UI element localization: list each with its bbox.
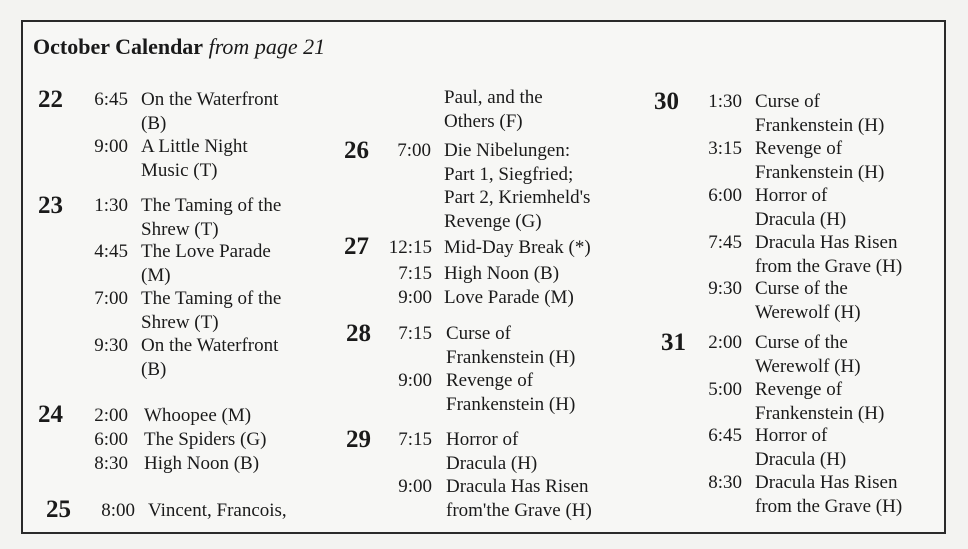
- showing-time: 3:15: [708, 138, 742, 159]
- showing-title-line: Frankenstein (H): [446, 346, 576, 368]
- showing-time: 7:15: [398, 429, 432, 450]
- calendar-heading: [33, 34, 325, 60]
- showing-title-line: (M): [141, 264, 171, 286]
- showing-title-line: Revenge of: [446, 370, 534, 391]
- showing-title-line: Frankenstein (H): [446, 393, 576, 415]
- showing-time: 7:00: [397, 140, 431, 161]
- showing-time: 6:45: [94, 89, 128, 110]
- day-number: 31: [661, 329, 686, 356]
- heading-subtitle: from page 21: [208, 34, 326, 59]
- day-number: 28: [346, 320, 371, 347]
- showing-title: [755, 331, 861, 378]
- showing-title-line: Curse of the: [755, 332, 848, 353]
- showing-title-line: Curse of the: [755, 278, 848, 299]
- showing-title: [755, 137, 884, 184]
- showing-title-line: Frankenstein (H): [755, 161, 885, 183]
- showing-title-line: Shrew (T): [141, 218, 219, 240]
- showing-title-line: The Taming of the: [141, 195, 282, 216]
- showing-title-line: from the Grave (H): [755, 255, 903, 277]
- showing-title-line: Shrew (T): [141, 311, 219, 333]
- showing-title-line: Dracula Has Risen: [755, 472, 898, 493]
- day-number: 30: [654, 88, 679, 115]
- showing-title-line: A Little Night: [141, 136, 248, 157]
- showing-time: 7:15: [398, 323, 432, 344]
- showing-title: [446, 475, 592, 522]
- showing-title-line: Paul, and the: [444, 87, 543, 108]
- showing-title-line: Dracula (H): [755, 448, 847, 470]
- showing-time: 5:00: [708, 379, 742, 400]
- showing-time: 7:15: [398, 263, 432, 284]
- showing-title: [144, 428, 266, 452]
- showing-time: 2:00: [94, 405, 128, 426]
- showing-time: 1:30: [94, 195, 128, 216]
- day-number: 29: [346, 426, 371, 453]
- showing-title-line: On the Waterfront: [141, 89, 279, 110]
- showing-title: [444, 236, 591, 260]
- day-number: 25: [46, 496, 71, 523]
- showing-title-line: Frankenstein (H): [755, 114, 885, 136]
- showing-title: [755, 277, 861, 324]
- showing-title-line: Werewolf (H): [755, 301, 861, 323]
- showing-title-line: Frankenstein (H): [755, 402, 885, 424]
- showing-time: 8:30: [94, 453, 128, 474]
- showing-title-line: Horror of: [755, 185, 828, 206]
- showing-title: [444, 262, 559, 286]
- showing-title: [446, 369, 575, 416]
- showing-title-line: On the Waterfront: [141, 335, 279, 356]
- showing-title-line: The Love Parade: [141, 241, 271, 262]
- showing-title: [755, 424, 846, 471]
- showing-title-line: Horror of: [755, 425, 828, 446]
- showing-title: [755, 471, 902, 518]
- showing-title-line: Music (T): [141, 159, 218, 181]
- showing-title-line: Part 2, Kriemheld's: [444, 187, 591, 208]
- showing-time: 7:45: [708, 232, 742, 253]
- showing-time: 4:45: [94, 241, 128, 262]
- showing-time: 7:00: [94, 288, 128, 309]
- showing-time: 9:00: [398, 476, 432, 497]
- showing-title-line: Dracula Has Risen: [755, 232, 898, 253]
- showing-title-line: The Taming of the: [141, 288, 282, 309]
- showing-title: [141, 135, 248, 182]
- showing-title-line: Whoopee (M): [144, 405, 252, 426]
- showing-title-line: Werewolf (H): [755, 355, 861, 377]
- showing-title-line: Curse of: [755, 91, 820, 112]
- showing-title-line: Mid-Day Break (*): [444, 237, 591, 258]
- showing-title-line: High Noon (B): [444, 263, 560, 284]
- showing-time: 9:00: [398, 370, 432, 391]
- showing-title-line: Revenge (G): [444, 210, 542, 232]
- showing-time: 9:30: [94, 335, 128, 356]
- showing-title-line: The Spiders (G): [144, 429, 267, 450]
- showing-title: [755, 378, 884, 425]
- showing-title: [755, 184, 846, 231]
- showing-title-line: Dracula Has Risen: [446, 476, 589, 497]
- showing-title-line: Revenge of: [755, 379, 843, 400]
- day-number: 27: [344, 233, 369, 260]
- showing-title-line: Dracula (H): [755, 208, 847, 230]
- showing-title: [141, 88, 278, 135]
- day-number: 26: [344, 137, 369, 164]
- showing-title: [141, 334, 278, 381]
- showing-time: 9:00: [94, 136, 128, 157]
- heading-title: October Calendar: [33, 34, 204, 59]
- showing-title-line: Dracula (H): [446, 452, 538, 474]
- showing-title: [444, 139, 590, 233]
- showing-title: [446, 322, 575, 369]
- showing-title: [446, 428, 537, 475]
- showing-title-line: Revenge of: [755, 138, 843, 159]
- day-number: 22: [38, 86, 63, 113]
- showing-time: 12:15: [388, 237, 432, 258]
- showing-time: 2:00: [708, 332, 742, 353]
- showing-title-line: Vincent, Francois,: [148, 500, 287, 521]
- showing-title-line: High Noon (B): [144, 453, 260, 474]
- showing-title: [444, 86, 543, 133]
- showing-title-line: Others (F): [444, 110, 523, 132]
- showing-time: 9:00: [398, 287, 432, 308]
- showing-title-line: from'the Grave (H): [446, 499, 592, 521]
- showing-title: [144, 404, 251, 428]
- showing-title: [444, 286, 574, 310]
- day-number: 23: [38, 192, 63, 219]
- showing-title-line: Part 1, Siegfried;: [444, 163, 574, 185]
- showing-title: [141, 287, 281, 334]
- showing-time: 8:00: [101, 500, 135, 521]
- showing-title: [141, 240, 271, 287]
- showing-time: 1:30: [708, 91, 742, 112]
- showing-title-line: Love Parade (M): [444, 287, 574, 308]
- showing-title-line: (B): [141, 358, 167, 380]
- showing-title: [141, 194, 281, 241]
- showing-title-line: Curse of: [446, 323, 511, 344]
- showing-title: [144, 452, 259, 476]
- showing-title: [148, 499, 287, 523]
- showing-time: 6:00: [708, 185, 742, 206]
- showing-title-line: from the Grave (H): [755, 495, 903, 517]
- day-number: 24: [38, 401, 63, 428]
- showing-time: 6:45: [708, 425, 742, 446]
- showing-title-line: (B): [141, 112, 167, 134]
- showing-time: 8:30: [708, 472, 742, 493]
- showing-time: 9:30: [708, 278, 742, 299]
- showing-time: 6:00: [94, 429, 128, 450]
- showing-title-line: Horror of: [446, 429, 519, 450]
- showing-title-line: Die Nibelungen:: [444, 140, 571, 161]
- showing-title: [755, 231, 902, 278]
- showing-title: [755, 90, 884, 137]
